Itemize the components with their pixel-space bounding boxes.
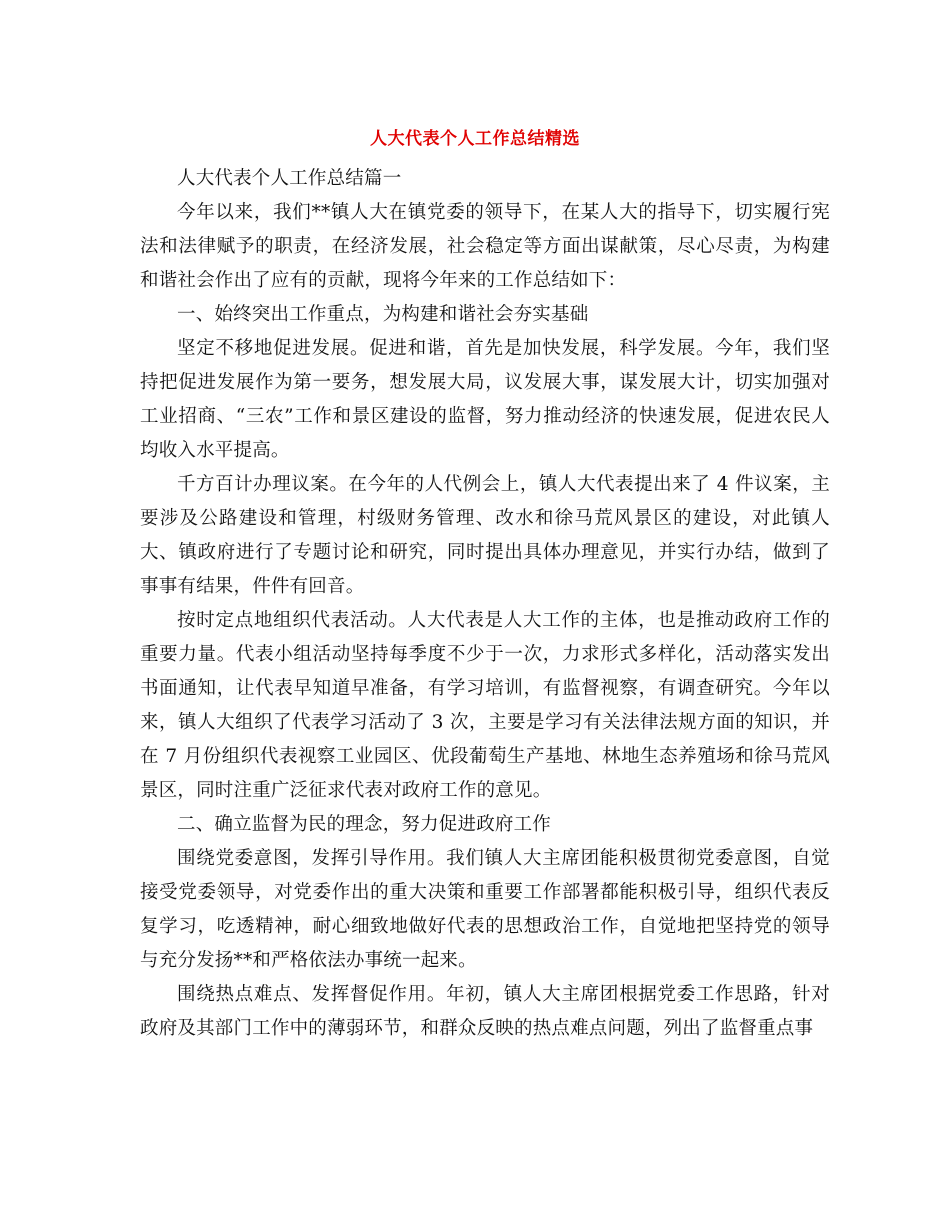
section-heading: 二、确立监督为民的理念，努力促进政府工作 bbox=[177, 814, 552, 835]
paragraph: 坚定不移地促进发展。促进和谐，首先是加快发展，科学发展。今年，我们坚持把促进发展作为第一要务，想发展大局，议发展大事，谋发展大计，切实加强对工业招商、“三农”工作和景区建设的监督，努力推动经济的快速发展，促进农民人均收入水平提高。 bbox=[140, 338, 830, 461]
paragraph: 围绕热点难点、发挥督促作用。年初，镇人大主席团根据党委工作思路，针对政府及其部门工作中的薄弱环节，和群众反映的热点难点问题，列出了监督重点事 bbox=[140, 984, 830, 1039]
paragraph: 按时定点地组织代表活动。人大代表是人大工作的主体，也是推动政府工作的重要力量。代表小组活动坚持每季度不少于一次，力求形式多样化，活动落实发出书面通知，让代表早知道早准备，有学习培训，有监督视察，有调查研究。今年以来，镇人大组织了代表学习活动了 3 次，主要是学习有关法律法规方面的知识，并在 7 月份组织代表视察工业园区、优段葡萄生产基地、林地生态养殖场和徐马荒风景区，同时注重广泛征求代表对政府工作的意见。 bbox=[140, 610, 830, 801]
section-heading: 一、始终突出工作重点，为构建和谐社会夯实基础 bbox=[177, 304, 589, 325]
document-body bbox=[140, 162, 830, 1046]
paragraph: 千方百计办理议案。在今年的人代例会上，镇人大代表提出来了 4 件议案，主要涉及公路建设和管理，村级财务管理、改水和徐马荒风景区的建设，对此镇人大、镇政府进行了专题讨论和研究，同时提出具体办理意见，并实行办结，做到了事事有结果，件件有回音。 bbox=[140, 474, 830, 597]
section-heading: 人大代表个人工作总结篇一 bbox=[177, 168, 402, 189]
paragraph: 围绕党委意图，发挥引导作用。我们镇人大主席团能积极贯彻党委意图，自觉接受党委领导，对党委作出的重大决策和重要工作部署都能积极引导，组织代表反复学习，吃透精神，耐心细致地做好代表的思想政治工作，自觉地把坚持党的领导与充分发扬**和严格依法办事统一起来。 bbox=[140, 848, 830, 971]
document-title: 人大代表个人工作总结精选 bbox=[370, 129, 580, 149]
paragraph: 今年以来，我们**镇人大在镇党委的领导下，在某人大的指导下，切实履行宪法和法律赋予的职责，在经济发展，社会稳定等方面出谋献策，尽心尽责，为构建和谐社会作出了应有的贡献，现将今年来的工作总结如下： bbox=[140, 202, 830, 291]
